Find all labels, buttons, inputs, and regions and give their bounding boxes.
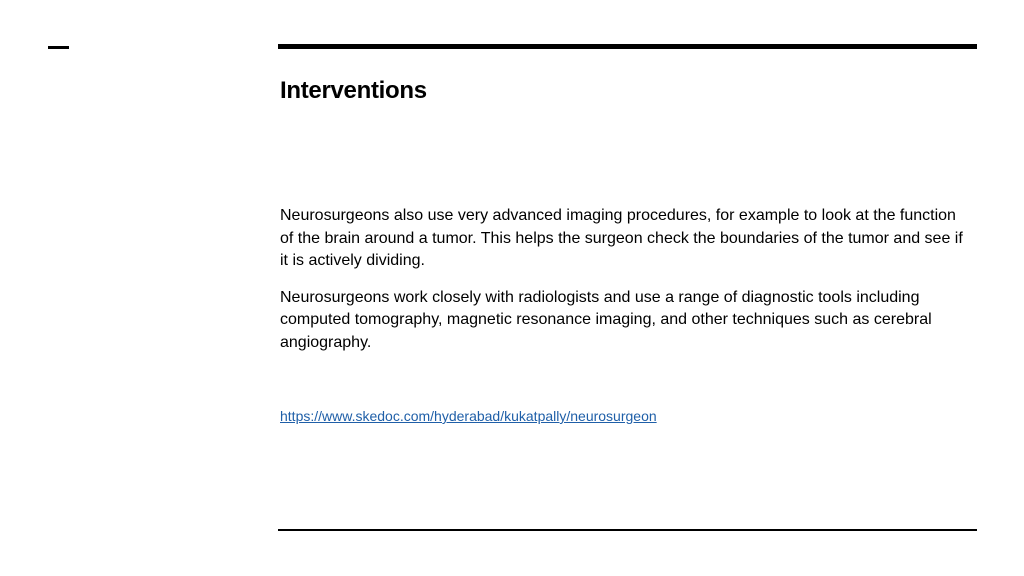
top-divider-rule	[278, 44, 977, 49]
paragraph-radiologists: Neurosurgeons work closely with radiologists and use a range of diagnostic tools including computed tomography, magnetic resonance imaging, and other techniques such as cerebral angiography.	[280, 288, 932, 351]
slide-title: Interventions	[280, 77, 427, 104]
corner-accent-dash	[48, 46, 69, 49]
source-link[interactable]: https://www.skedoc.com/hyderabad/kukatpally/neurosurgeon	[280, 408, 657, 424]
paragraph-imaging: Neurosurgeons also use very advanced imaging procedures, for example to look at the function of the brain around a tumor. This helps the surgeon check the boundaries of the tumor and see if it is actively dividing.	[280, 207, 963, 269]
slide-body	[280, 205, 970, 368]
bottom-divider-rule	[278, 529, 977, 531]
